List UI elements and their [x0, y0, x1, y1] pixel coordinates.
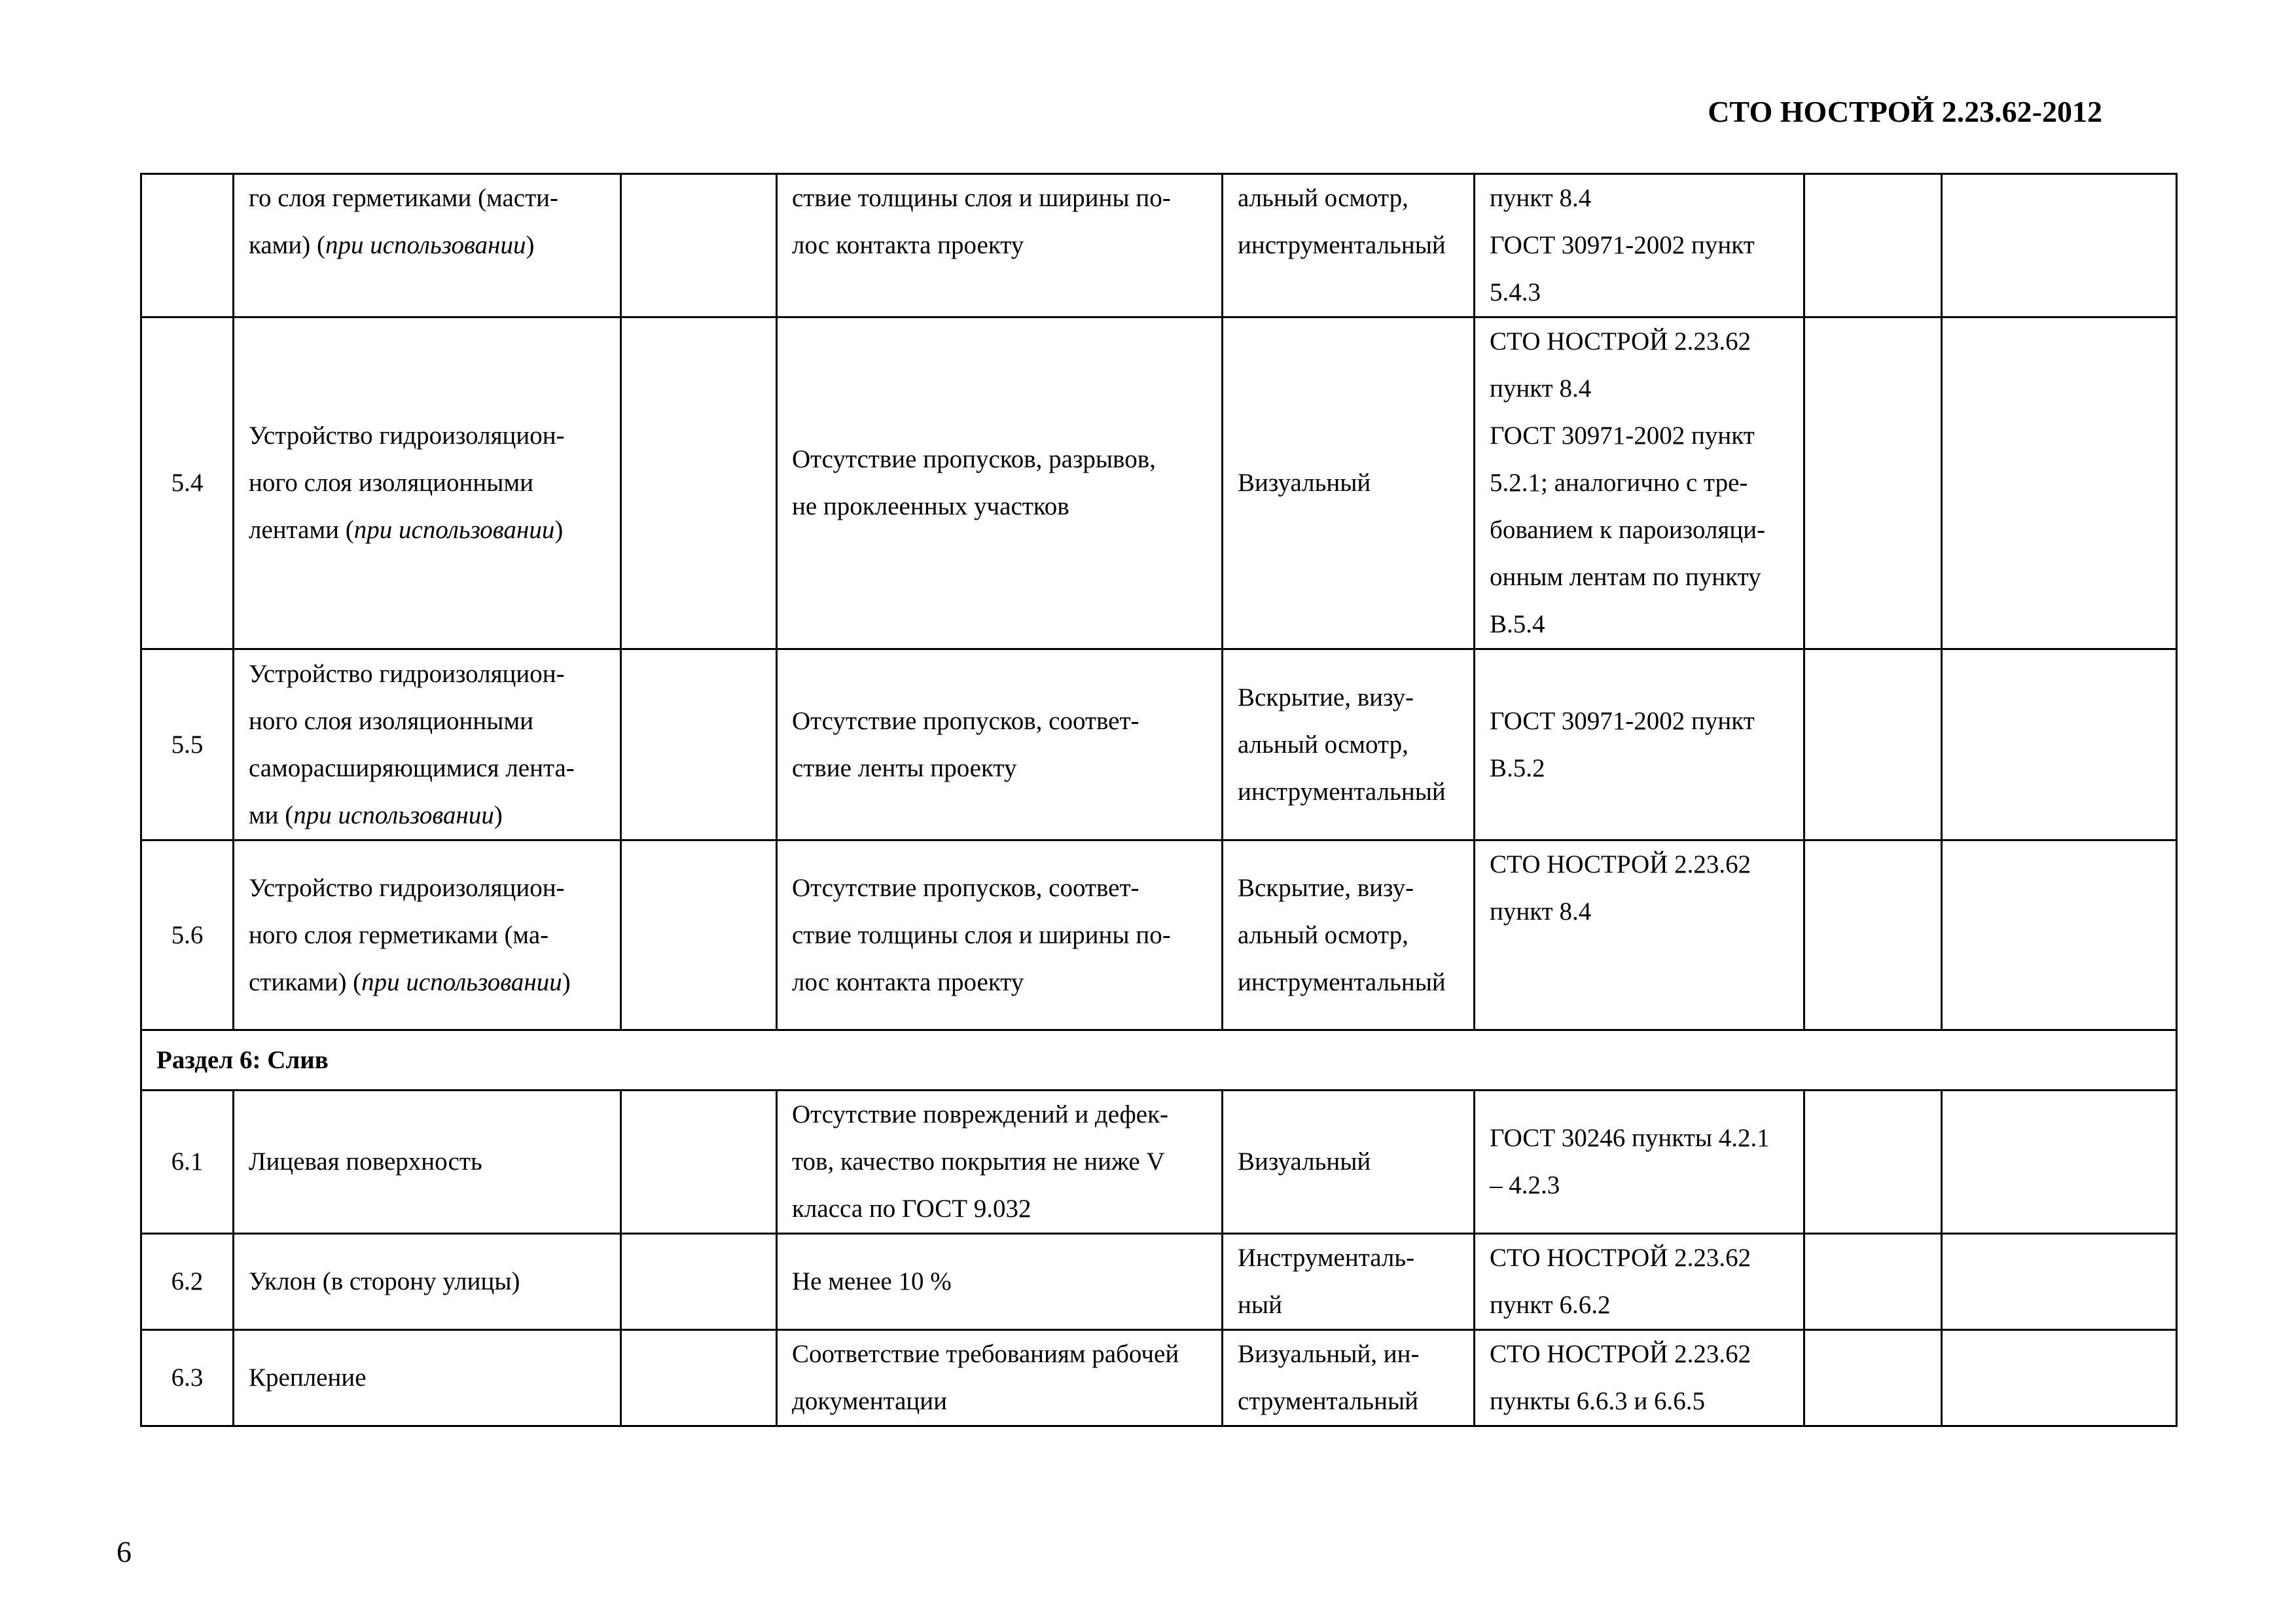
- empty-cell: [1942, 840, 2177, 1030]
- empty-cell: [621, 174, 777, 317]
- inspection-table: [140, 173, 2178, 1427]
- empty-cell: [1804, 1234, 1942, 1330]
- table-row: [141, 1234, 2177, 1330]
- requirement-cell: Отсутствие пропусков, соответ- ствие ленты проекту: [777, 649, 1223, 840]
- table-row: [141, 174, 2177, 317]
- requirement-cell: Отсутствие пропусков, разрывов, не проклеенных участков: [777, 317, 1223, 649]
- row-number-cell: 6.2: [141, 1234, 234, 1330]
- work-name-cell: Устройство гидроизоляцион- ного слоя герметиками (ма- стиками) (при использовании): [234, 840, 621, 1030]
- empty-cell: [1942, 1330, 2177, 1426]
- control-method-cell: Инструменталь- ный: [1223, 1234, 1475, 1330]
- table-row: [141, 317, 2177, 649]
- empty-cell: [621, 1091, 777, 1234]
- reference-cell: СТО НОСТРОЙ 2.23.62 пункты 6.6.3 и 6.6.5: [1475, 1330, 1804, 1426]
- work-name-cell: Крепление: [234, 1330, 621, 1426]
- page-number: 6: [117, 1535, 132, 1568]
- requirement-cell: ствие толщины слоя и ширины по- лос контакта проекту: [777, 174, 1223, 317]
- requirement-cell: Отсутствие повреждений и дефек- тов, качество покрытия не ниже V класса по ГОСТ 9.032: [777, 1091, 1223, 1234]
- empty-cell: [1942, 174, 2177, 317]
- empty-cell: [621, 1330, 777, 1426]
- requirement-cell: Соответствие требованиям рабочей документации: [777, 1330, 1223, 1426]
- empty-cell: [621, 649, 777, 840]
- control-method-cell: Визуальный, ин- струментальный: [1223, 1330, 1475, 1426]
- row-number-cell: 5.4: [141, 317, 234, 649]
- control-method-cell: Визуальный: [1223, 317, 1475, 649]
- table-row: [141, 840, 2177, 1030]
- control-method-cell: Визуальный: [1223, 1091, 1475, 1234]
- work-name-cell: Уклон (в сторону улицы): [234, 1234, 621, 1330]
- table-row: [141, 649, 2177, 840]
- row-number-cell: 5.6: [141, 840, 234, 1030]
- empty-cell: [1942, 1091, 2177, 1234]
- empty-cell: [1804, 1091, 1942, 1234]
- row-number-cell: 6.3: [141, 1330, 234, 1426]
- empty-cell: [621, 840, 777, 1030]
- empty-cell: [621, 1234, 777, 1330]
- reference-cell: СТО НОСТРОЙ 2.23.62 пункт 8.4 ГОСТ 30971-2002 пункт 5.2.1; аналогично с тре- бованием к пароизоляци- онным лентам по пункту В.5.4: [1475, 317, 1804, 649]
- requirement-cell: Отсутствие пропусков, соответ- ствие толщины слоя и ширины по- лос контакта проекту: [777, 840, 1223, 1030]
- work-name-cell: го слоя герметиками (масти- ками) (при использовании): [234, 174, 621, 317]
- control-method-cell: альный осмотр, инструментальный: [1223, 174, 1475, 317]
- empty-cell: [1804, 1330, 1942, 1426]
- requirement-cell: Не менее 10 %: [777, 1234, 1223, 1330]
- section-header-row: [141, 1030, 2177, 1091]
- control-method-cell: Вскрытие, визу- альный осмотр, инструментальный: [1223, 840, 1475, 1030]
- work-name-cell: Устройство гидроизоляцион- ного слоя изоляционными лентами (при использовании): [234, 317, 621, 649]
- work-name-cell: Лицевая поверхность: [234, 1091, 621, 1234]
- row-number-cell: 5.5: [141, 649, 234, 840]
- table-row: [141, 1330, 2177, 1426]
- empty-cell: [1804, 649, 1942, 840]
- reference-cell: ГОСТ 30246 пункты 4.2.1 – 4.2.3: [1475, 1091, 1804, 1234]
- empty-cell: [1942, 1234, 2177, 1330]
- empty-cell: [1942, 649, 2177, 840]
- row-number-cell: 6.1: [141, 1091, 234, 1234]
- reference-cell: СТО НОСТРОЙ 2.23.62 пункт 6.6.2: [1475, 1234, 1804, 1330]
- work-name-cell: Устройство гидроизоляцион- ного слоя изоляционными саморасширяющимися лента- ми (при использовании): [234, 649, 621, 840]
- empty-cell: [1804, 840, 1942, 1030]
- empty-cell: [621, 317, 777, 649]
- empty-cell: [1804, 317, 1942, 649]
- empty-cell: [1942, 317, 2177, 649]
- section-title: Раздел 6: Слив: [141, 1030, 2177, 1091]
- row-number-cell: [141, 174, 234, 317]
- empty-cell: [1804, 174, 1942, 317]
- control-method-cell: Вскрытие, визу- альный осмотр, инструментальный: [1223, 649, 1475, 840]
- reference-cell: ГОСТ 30971-2002 пункт В.5.2: [1475, 649, 1804, 840]
- table-row: [141, 1091, 2177, 1234]
- reference-cell: СТО НОСТРОЙ 2.23.62 пункт 8.4: [1475, 840, 1804, 1030]
- reference-cell: пункт 8.4 ГОСТ 30971-2002 пункт 5.4.3: [1475, 174, 1804, 317]
- document-header: СТО НОСТРОЙ 2.23.62-2012: [1708, 95, 2102, 128]
